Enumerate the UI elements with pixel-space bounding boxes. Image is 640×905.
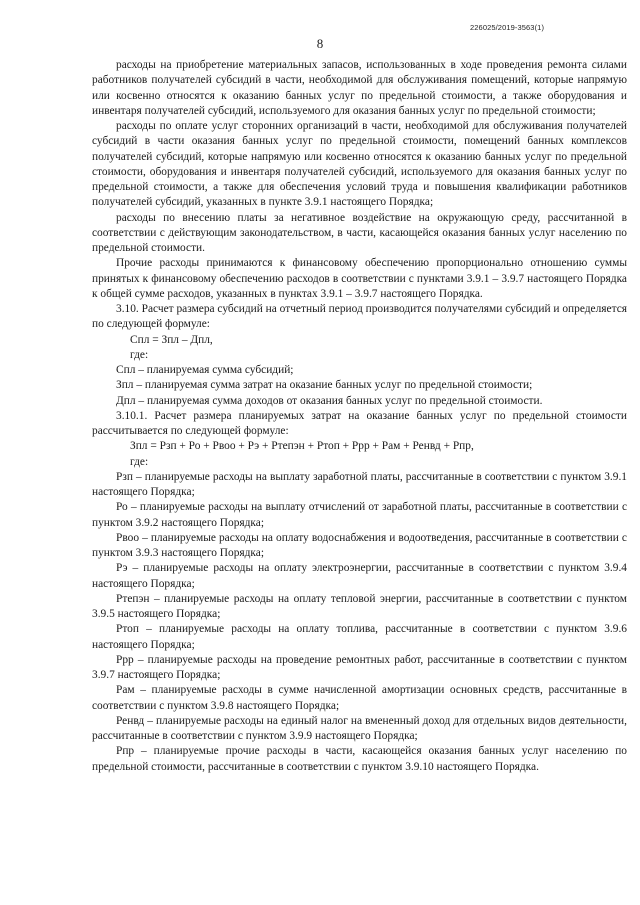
paragraph: 3.10.1. Расчет размера планируемых затрат на оказание банных услуг по предельной стоимости рассчитывается по следующей формуле: (92, 409, 627, 437)
formula-term: Рпр – планируемые прочие расходы в части, касающейся оказания банных услуг населению по предельной стоимости, рассчитанные в соответствии с пунктом 3.9.10 настоящего Порядка. (92, 745, 627, 773)
document-body (92, 58, 627, 775)
paragraph: 3.10. Расчет размера субсидий на отчетный период производится получателями субсидий и определяется по следующей формуле: (92, 303, 627, 331)
formula-term: Рзп – планируемые расходы на выплату заработной платы, рассчитанные в соответствии с пунктом 3.9.1 настоящего Порядка; (92, 470, 627, 498)
paragraph: расходы по оплате услуг сторонних организаций в части, необходимой для обслуживания получателей субсидий в части оказания банных услуг по предельной стоимости, помещений банных комплексов получателей субсидий, которые напрямую или косвенно относятся к оказанию банных услуг по предельной стоимости, оборудования и инвентаря получателей субсидий, используемого для оказания банных услуг по предельной стоимости, а также для обеспечения условий труда и повышения квалификации работников получателей субсидий, указанных в пункте 3.9.1 настоящего Порядка; (92, 120, 627, 209)
page-number: 8 (316, 36, 324, 51)
formula-where: где: (130, 348, 149, 361)
paragraph: расходы по внесению платы за негативное воздействие на окружающую среду, рассчитанной в соответствии с действующим законодательством, в части, касающейся оказания банных услуг населению по предельной стоимости. (92, 211, 627, 254)
formula-term: Рэ – планируемые расходы на оплату электроэнергии, рассчитанные в соответствии с пунктом 3.9.4 настоящего Порядка; (92, 562, 627, 590)
formula-term: Ртепэн – планируемые расходы на оплату тепловой энергии, рассчитанные в соответствии с пунктом 3.9.5 настоящего Порядка; (92, 592, 627, 620)
formula-term: Рам – планируемые расходы в сумме начисленной амортизации основных средств, рассчитанные в соответствии с пунктом 3.9.8 настоящего Порядка; (92, 684, 627, 712)
formula-expression: Спл = Зпл – Дпл, (130, 333, 213, 346)
formula-expression: Зпл = Рзп + Ро + Рвоо + Рэ + Ртепэн + Ртоп + Ррр + Рам + Ренвд + Рпр, (130, 440, 474, 453)
formula-term: Ренвд – планируемые расходы на единый налог на вмененный доход для отдельных видов деятельности, рассчитанные в соответствии с пунктом 3.9.9 настоящего Порядка; (92, 714, 627, 742)
paragraph: расходы на приобретение материальных запасов, использованных в ходе проведения ремонта силами работников получателей субсидий в части, необходимой для обслуживания помещений, которые напрямую или косвенно относятся к оказанию банных услуг по предельной стоимости, а также оборудования и инвентаря получателей субсидий, используемого для оказания банных услуг по предельной стоимости; (92, 59, 627, 117)
formula-term: Ртоп – планируемые расходы на оплату топлива, рассчитанные в соответствии с пунктом 3.9.6 настоящего Порядка; (92, 623, 627, 651)
document-number: 226025/2019-3563(1) (470, 23, 545, 32)
formula-term: Дпл – планируемая сумма доходов от оказания банных услуг по предельной стоимости. (116, 394, 543, 407)
formula-term: Ро – планируемые расходы на выплату отчислений от заработной платы, рассчитанные в соответствии с пунктом 3.9.2 настоящего Порядка; (92, 501, 627, 529)
formula-term: Рвоо – планируемые расходы на оплату водоснабжения и водоотведения, рассчитанные в соответствии с пунктом 3.9.3 настоящего Порядка; (92, 531, 627, 559)
formula-where: где: (130, 455, 149, 468)
formula-term: Спл – планируемая сумма субсидий; (116, 364, 294, 376)
formula-term: Зпл – планируемая сумма затрат на оказание банных услуг по предельной стоимости; (116, 379, 533, 392)
paragraph: Прочие расходы принимаются к финансовому обеспечению пропорционально отношению суммы принятых к финансовому обеспечению расходов в соответствии с пунктами 3.9.1 – 3.9.7 настоящего Порядка к общей сумме расходов, указанных в пунктах 3.9.1 – 3.9.7 настоящего Порядка. (92, 257, 627, 300)
formula-term: Ррр – планируемые расходы на проведение ремонтных работ, рассчитанные в соответствии с пунктом 3.9.7 настоящего Порядка; (92, 653, 627, 681)
